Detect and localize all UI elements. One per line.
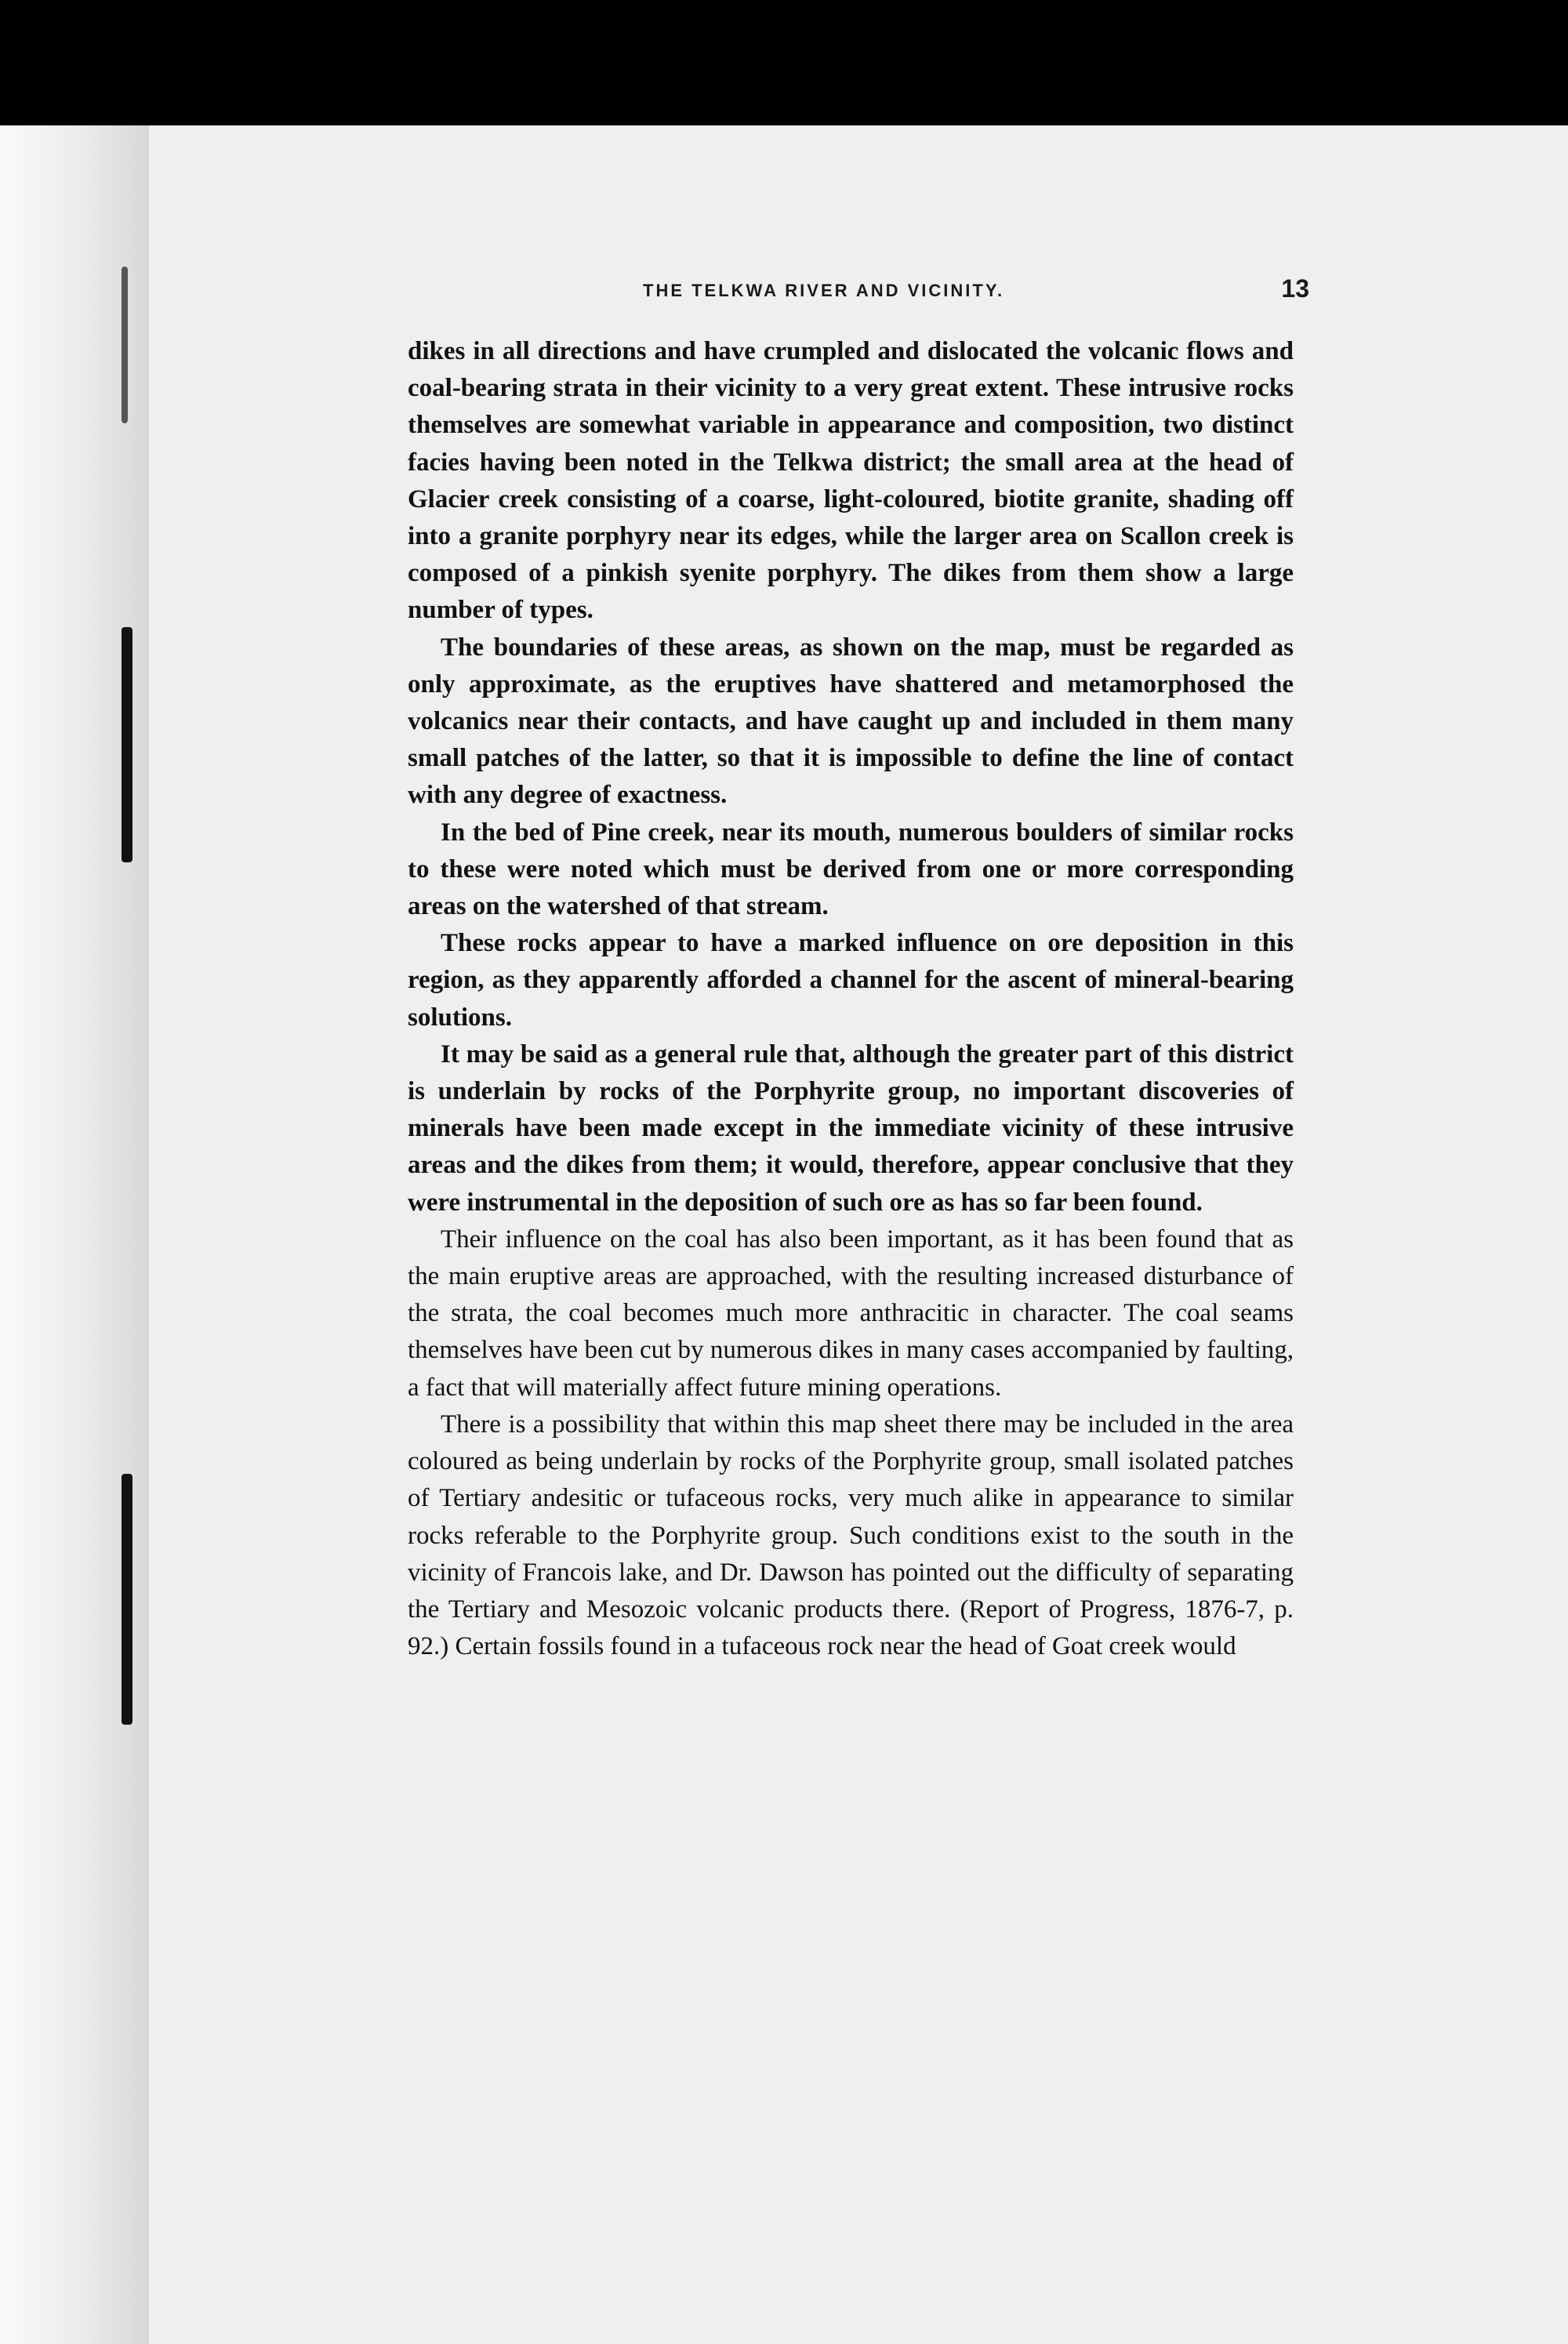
binding-mark	[122, 627, 132, 862]
running-title: THE TELKWA RIVER AND VICINITY.	[643, 281, 1005, 300]
binding-mark	[122, 1474, 132, 1725]
paragraph: In the bed of Pine creek, near its mouth, numerous boulders of similar rocks to these were noted which must be derived from one or more corresponding areas on the watershed of that stream.	[408, 818, 1294, 921]
paragraph: There is a possibility that within this map sheet there may be included in the area coloured as being underlain by rocks of the Porphyrite group, small isolated patches of Tertiary andesitic or tufaceous rocks, very much alike in appearance to similar rocks referable to the Porphyrite group. Such conditions exist to the south in the vicinity of Francois lake, and Dr. Dawson has pointed out the difficulty of separating the Tertiary and Mesozoic volcanic products there. (Report of Progress, 1876-7, p. 92.) Certain fossils found in a tufaceous rock near the head of Goat creek would	[408, 1410, 1294, 1661]
paragraph: dikes in all directions and have crumpled and dislocated the volcanic flows and coal-bearing strata in their vicinity to a very great extent. These intrusive rocks themselves are somewhat variable in appearance and composition, two distinct facies having been noted in the Telkwa district; the small area at the head of Glacier creek consisting of a coarse, light-coloured, biotite granite, shading off into a granite porphyry near its edges, while the larger area on Scallon creek is composed of a pinkish syenite porphyry. The dikes from them show a large number of types.	[408, 337, 1294, 625]
body-text	[408, 333, 1294, 1665]
paragraph: Their influence on the coal has also been important, as it has been found that as the main eruptive areas are approached, with the resulting increased disturbance of the strata, the coal becomes much more anthracitic in character. The coal seams themselves have been cut by numerous dikes in many cases accompanied by faulting, a fact that will materially affect future mining operations.	[408, 1225, 1294, 1402]
paragraph: These rocks appear to have a marked influence on ore deposition in this region, as they apparently afforded a channel for the ascent of mineral-bearing solutions.	[408, 929, 1294, 1032]
page-fold-shadow	[0, 125, 149, 2344]
page-header	[408, 274, 1309, 306]
paragraph: The boundaries of these areas, as shown on the map, must be regarded as only approximate, as the eruptives have shattered and metamorphosed the volcanics near their contacts, and have caught up and included in them many small patches of the latter, so that it is impossible to define the line of contact with any degree of exactness.	[408, 633, 1294, 810]
page-number: 13	[1281, 274, 1309, 303]
paragraph: It may be said as a general rule that, although the greater part of this district is underlain by rocks of the Porphyrite group, no important discoveries of minerals have been made except in the immediate vicinity of these intrusive areas and the dikes from them; it would, therefore, appear conclusive that they were instrumental in the deposition of such ore as has so far been found.	[408, 1040, 1294, 1217]
binding-mark	[122, 267, 128, 423]
